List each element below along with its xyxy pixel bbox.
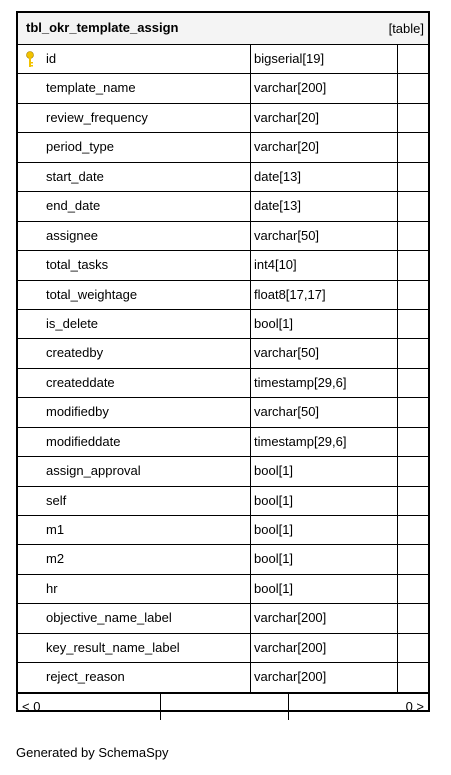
footer-child-count: 0 > <box>405 698 424 714</box>
column-name-cell <box>18 163 251 191</box>
column-name-cell <box>18 663 251 691</box>
column-row <box>18 192 428 221</box>
column-extra-cell <box>398 575 428 603</box>
column-name-cell <box>18 604 251 632</box>
column-name-cell <box>18 74 251 102</box>
column-extra-cell <box>398 428 428 456</box>
column-extra-cell <box>398 457 428 485</box>
column-row <box>18 104 428 133</box>
column-type: date[13] <box>251 163 398 191</box>
column-name-cell <box>18 192 251 220</box>
column-row <box>18 575 428 604</box>
table-name: tbl_okr_template_assign <box>26 20 179 35</box>
column-name: createdby <box>46 345 104 361</box>
column-name: end_date <box>46 198 101 214</box>
column-type: varchar[20] <box>251 104 398 132</box>
column-type: timestamp[29,6] <box>251 369 398 397</box>
column-type: varchar[50] <box>251 398 398 426</box>
column-row <box>18 545 428 574</box>
column-type: date[13] <box>251 192 398 220</box>
column-extra-cell <box>398 310 428 338</box>
column-type: varchar[50] <box>251 339 398 367</box>
column-row <box>18 133 428 162</box>
column-type: bool[1] <box>251 310 398 338</box>
column-row <box>18 428 428 457</box>
column-row <box>18 74 428 103</box>
column-name-cell <box>18 398 251 426</box>
column-type: bool[1] <box>251 457 398 485</box>
column-extra-cell <box>398 663 428 691</box>
column-name: m1 <box>46 522 65 537</box>
column-row <box>18 163 428 192</box>
column-name-cell <box>18 222 251 250</box>
column-type: timestamp[29,6] <box>251 428 398 456</box>
footer-spacer <box>161 694 289 720</box>
column-type: int4[10] <box>251 251 398 279</box>
column-type: bool[1] <box>251 545 398 573</box>
column-extra-cell <box>398 487 428 515</box>
column-name: createddate <box>46 374 115 390</box>
column-extra-cell <box>398 163 428 191</box>
column-name-cell <box>18 634 251 662</box>
column-name-cell <box>18 133 251 161</box>
column-row <box>18 281 428 310</box>
column-type: varchar[200] <box>251 74 398 102</box>
column-extra-cell <box>398 104 428 132</box>
column-name-cell <box>18 516 251 544</box>
column-name: is_delete <box>46 315 99 331</box>
column-name-cell <box>18 487 251 515</box>
column-row <box>18 369 428 398</box>
column-extra-cell <box>398 339 428 367</box>
column-row <box>18 339 428 368</box>
generated-by-credit: Generated by SchemaSpy <box>16 745 169 760</box>
column-row <box>18 310 428 339</box>
column-extra-cell <box>398 545 428 573</box>
column-name: total_weightage <box>46 286 138 302</box>
column-name: template_name <box>46 80 136 96</box>
column-extra-cell <box>398 74 428 102</box>
column-type: varchar[20] <box>251 133 398 161</box>
column-type: varchar[200] <box>251 604 398 632</box>
column-name: assignee <box>46 227 99 243</box>
column-name: m2 <box>46 551 65 567</box>
column-row <box>18 457 428 486</box>
column-name-cell <box>18 45 251 73</box>
table-footer <box>18 693 428 720</box>
column-extra-cell <box>398 45 428 73</box>
column-type: bigserial[19] <box>251 45 398 73</box>
column-row <box>18 398 428 427</box>
column-name: total_tasks <box>46 257 109 273</box>
column-name: objective_name_label <box>46 610 172 626</box>
column-extra-cell <box>398 604 428 632</box>
primary-key-icon <box>25 51 35 68</box>
column-extra-cell <box>398 281 428 309</box>
column-row <box>18 251 428 280</box>
column-name: hr <box>46 580 58 596</box>
column-row <box>18 663 428 692</box>
column-name-cell <box>18 281 251 309</box>
column-row <box>18 516 428 545</box>
column-name: period_type <box>46 139 114 155</box>
column-name: self <box>46 492 67 508</box>
footer-parent-count: < 0 <box>18 694 161 720</box>
column-name-cell <box>18 428 251 456</box>
column-name: id <box>46 51 57 66</box>
column-extra-cell <box>398 398 428 426</box>
column-name: key_result_name_label <box>46 639 180 655</box>
column-name: reject_reason <box>46 669 125 685</box>
column-list <box>18 45 428 693</box>
table-header <box>18 13 428 45</box>
column-name-cell <box>18 251 251 279</box>
column-name: assign_approval <box>46 463 141 479</box>
column-extra-cell <box>398 369 428 397</box>
column-type: varchar[200] <box>251 663 398 691</box>
column-extra-cell <box>398 634 428 662</box>
column-type: bool[1] <box>251 516 398 544</box>
column-row <box>18 222 428 251</box>
column-row <box>18 487 428 516</box>
column-extra-cell <box>398 192 428 220</box>
column-name-cell <box>18 310 251 338</box>
column-name: start_date <box>46 168 104 184</box>
column-name: modifiedby <box>46 404 109 420</box>
column-extra-cell <box>398 516 428 544</box>
table-type: [table] <box>388 21 424 36</box>
column-row <box>18 604 428 633</box>
column-extra-cell <box>398 251 428 279</box>
column-type: bool[1] <box>251 575 398 603</box>
column-type: bool[1] <box>251 487 398 515</box>
column-type: float8[17,17] <box>251 281 398 309</box>
column-row <box>18 634 428 663</box>
column-name: review_frequency <box>46 109 148 125</box>
table-card <box>16 11 430 712</box>
column-name-cell <box>18 545 251 573</box>
column-name-cell <box>18 104 251 132</box>
column-extra-cell <box>398 133 428 161</box>
column-type: varchar[50] <box>251 222 398 250</box>
column-name: modifieddate <box>46 433 121 449</box>
column-type: varchar[200] <box>251 634 398 662</box>
column-row <box>18 45 428 74</box>
column-name-cell <box>18 457 251 485</box>
column-extra-cell <box>398 222 428 250</box>
column-name-cell <box>18 369 251 397</box>
column-name-cell <box>18 339 251 367</box>
column-name-cell <box>18 575 251 603</box>
